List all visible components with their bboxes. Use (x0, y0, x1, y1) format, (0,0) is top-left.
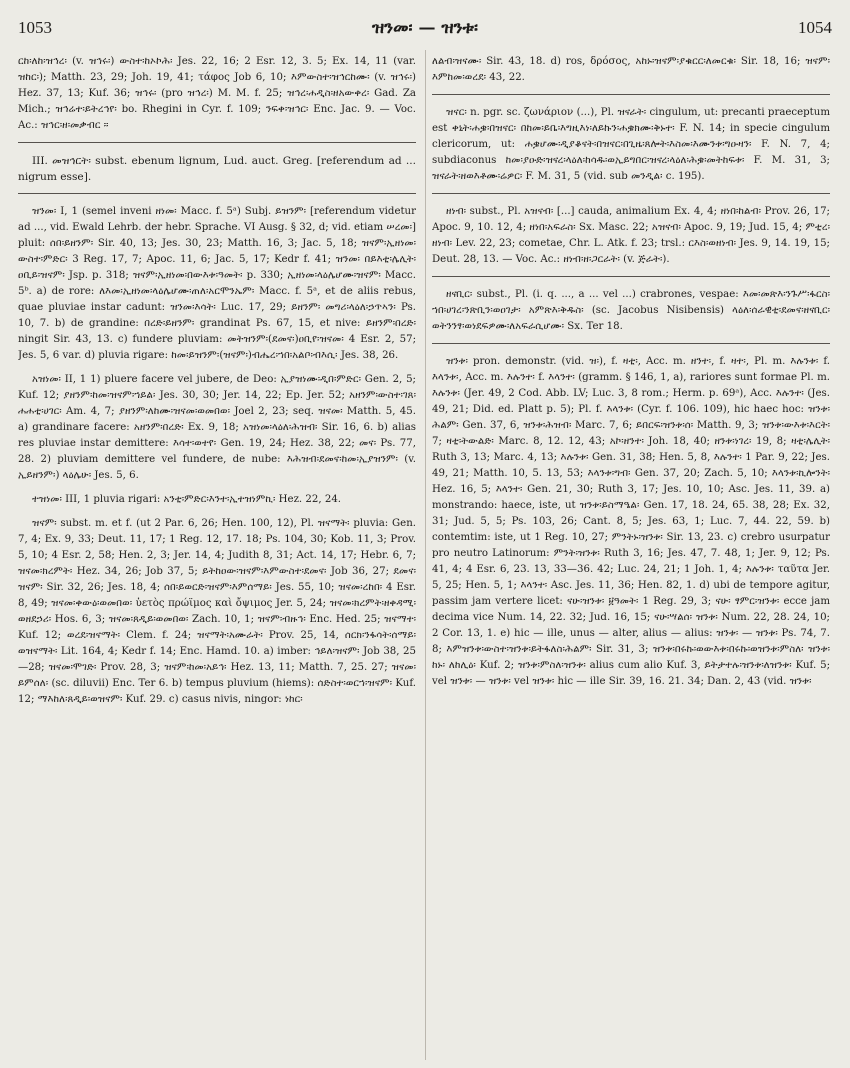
right-column (432, 54, 830, 1059)
section-divider (432, 343, 830, 344)
entry-zanabir: ዘናቢር፡ subst., Pl. (i. q. ..., a ... vel ...) crabrones, vespae: እመ፡መጽእ፡ንጉሥ፡ፋርስ፡ኀበ፡ሀገረ፡ንጽቢን፡ወዐገታ፡ አምጽእ፡ቅዱስ፡ (sc. Jacobus Nisibensis) ላዕለ፡ሰራዊቲ፡ደመና፡ዘናቢር፡ወትንንፃ፡ወነደፍዎሙ፡ለአፍራሲሆሙ፡ Sx. Ter 18. (432, 289, 830, 332)
section-divider (432, 94, 830, 95)
entry-znam: ዝናም፡ subst. m. et f. (ut 2 Par. 6, 26; Hen. 100, 12), Pl. ዝናማት፡ pluvia: Gen. 7, 4; Ex. 9, 33; Deut. 11, 17; 1 Reg. 12, 17. 18; Ps. 104, 30; Kob. 11, 3; Prov. 5, 10; 4 Esr. 2, 58; Hen. 2, 3; Jer. 14, 4; Judith 8, 31; Act. 14, 17; Hebr. 6, 7; ዝናመ፡ክረምት፡ Hez. 34, 26; Job 37, 5; ይትከዐው፡ዝናም፡እምውስተ፡ደመና፡ Job 36, 27; ደመና፡ዝናም፡ Sir. 32, 26; Jes. 18, 4; ሰበ፡ይወርድ፡ዝናም፡እምሰማይ፡ Jes. 55, 10; ዝናመ፡ረከበ፡ 4 Esr. 8, 49; ዝናመ፡ቀውዕ፡ወመበወ፡ ὑετὸς πρώϊμος καὶ ὄψιμος Jer. 5, 24; ዝናመ፡ክረምት፡ዘቀዳሚ፡ወዘደኃሪ፡ Hos. 6, 3; ዝናመ፡ጸዲይ፡ወመበወ፡ Zach. 10, 1; ዝናም፡ብዙኅ፡ Enc. Hed. 25; ዝናማተ፡ Kuf. 12; ወረደ፡ዝናማት፡ Clem. f. 24; ዝናማት፡አሙራት፡ Prov. 25, 14, ሰርክ፡ንፋሳት፡ሰማይ፡ወዝናማት፡ Lit. 164, 4; Kedr f. 14; Enc. Hamd. 10. a) imber: ኅይለ፡ዝናም፡ Job 38, 25—28; ዝናመ፡ሞገድ፡ Prov. 28, 3; ዝናም፡ከመ፡አይኅ፡ Hez. 13, 11; Matth. 7, 25. 27; ዝናመ፡ይምሰለ፡ (sc. diluvii) Enc. Ter 6. b) tempus pluvium (hiems): ሰድስተ፡ወርኀ፡ዝናም፡ Kuf. 12; ማእከለ፡ጸዲይ፡ወዝናም፡ Kuf. 29. c) casus nivis, ningor: ነከር፡ (18, 518, 416, 705)
entry-zanama: ዝንመ፡ I, 1 (semel inveni ዘነመ፡ Macc. f. 5ᵃ) Subj. ይዝንም፡ [referendum videtur ad ..., vid. Ewald Lehrb. der hebr. Sprache. VI Ausg. § 32, d; vid. etiam ሠረመ፡] pluit: ሰበ፡ይዘንም፡ Sir. 40, 13; Jes. 30, 23; Matth. 16, 3; Jac. 5, 18; ዝናም፡ኢዘነመ፡ውስተ፡ምድር፡ 3 Reg. 17, 7; Apoc. 11, 6; Jac. 5, 17; Kedr f. 41; ዝንመ፡ በይእቲ፡ሌሊት፡ዐቢይ፡ዝናም፡ Jsp. p. 318; ዝናም፡ኢዘነመ፡በውእቱ፡ዓመት፡ p. 330; ኢዘነመ፡ላዕሌሆሙ፡ዝናም፡ Macc. 5ᵇ. a) de rore: ለእመ፡ኢዘነመ፡ላዕሌሆሙ፡ጠለ፡አርሞንኤም፡ Macc. f. 5ᵃ, et de aliis rebus, quae pluviae instar cadunt: ዝንመ፡እሳት፡ Luc. 17, 29; ይዘንም፡ መግሪ፡ላዕለ፡ኃጥኣን፡ Ps. 10, 7. b) de grandine: በረድ፡ይዘንም፡ grandinat Ps. 67, 15, et nive: ይዘንም፡በረድ፡ ningit Sir. 43, 13. c) fundere pluviam: መትዝንም፡(ደመና፡)ዐቢየ፡ዝናመ፡ 4 Esr. 2, 57; Jes. 5, 6 var. d) pluvia rigare: ከመ፡ይዝንም፡(ዝናም፡)ብሔረ፡ኀበ፡አልቦ፡ብእሲ፡ Jes. 38, 26. (18, 206, 416, 361)
column-rule (425, 50, 426, 1060)
section-divider (18, 193, 416, 194)
entry-taznama: ተዝነመ፡ III, 1 pluvia rigari: አንቲ፡ምድር፡እንተ፡ኢተዝነምኪ፡ Hez. 22, 24. (32, 494, 342, 505)
section-divider (432, 193, 830, 194)
entry-aznama: አዝነመ፡ II, 1 1) pluere facere vel jubere, de Deo: ኢያዝነሙ፡ዲበ፡ምድር፡ Gen. 2, 5; Kuf. 12; ያዘንም፡ከመ፡ዝናም፡ኀይል፡ Jes. 30, 30; Jer. 14, 22; Ep. Jer. 52; አዘንም፡ውስተ፡ገጸ፡ሐሐቲ፡ሀገር፡ Am. 4, 7; ያዘንም፡ለከሙ፡ዝናመ፡ወመበወ፡ Joel 2, 23; seq. ዝናመ፡ Matth. 5, 45. a) grandinare facere: አዘንም፡በረድ፡ Ex. 9, 18; አዝነመ፡ላዕለ፡ሕዝብ፡ Sir. 16, 6. b) alias res pluviae instar demittere: እሳተ፡ወተየ፡ Gen. 19, 24; Hez. 38, 22; መና፡ Ps. 77, 28. 2) pluviam demittere vel fundere, de nube: እሕዝብ፡ደመና፡ከመ፡ኢያዝንም፡ (v. ኢይዘንም፡) ላዕሌሁ፡ Jes. 5, 6. (18, 374, 416, 481)
entry-zanab: ዘነብ፡ subst., Pl. አዝናብ፡ [...] cauda, animalium Ex. 4, 4; ዘነበ፡ከልብ፡ Prov. 26, 17; Apoc. 9, 10. 12, 4; ዘነበ፡አፍራስ፡ Sx. Masc. 22; አዝናብ፡ Apoc. 9, 19; Jud. 15, 4; ምቲረ፡ዘነብ፡ Lev. 22, 23; cometae, Chr. L. Atk. f. 23; trsl.: ርእስ፡ወዘነብ፡ Jes. 9, 14. 19, 15; Deut. 28, 13. — Voc. Ac.: ዘነብ፡ዘ፡ጋርራት፡ (v. ጅራት፡). (432, 206, 830, 265)
running-head: ዝንመ፡ — ዝንቱ፡ (372, 18, 478, 38)
left-page-number: 1053 (18, 18, 52, 37)
section-divider (18, 142, 416, 143)
section-divider (432, 276, 830, 277)
entry-continuation-right: ለልብ፡ዝናሙ፡ Sir. 43, 18. d) ros, δρόσος, አከኑ፡ዝናም፡ያቁርር፡ለመርቁ፡ Sir. 18, 16; ዝናም፡እምከመ፡ወረደ፡ 43, 22. (432, 56, 830, 83)
page-header (0, 0, 850, 40)
entry-zinar: ዝናር፡ n. pgr. sc. ζωνάριον (...), Pl. ዝናራት፡ cingulum, ut: precanti praeceptum est ቀኒት፡ሐቌ፡በዝናር፡ በከመ፡ይቤ፡እግዚእነ፡ለይኩን፡ሐቌክሙ፡ቅኑተ፡ F. N. 14; in specie cingulum clericorum, ut: ሐቌሆሙ፡ዲያቆናት፡በዝናር፡በጊዜ፡ጸሎት፡እስመ፡እሙንቱ፡ግዑዛን፡ F. N. 7, 4; subdiaconus ከመ፡ያዑድ፡ዝናረ፡ላዕለ፡ከሳዱ፡ወኢይግበር፡ዝናረ፡ላዕለ፡ሕቌ፡መትከፍቱ፡ F. M. 31, 3; ዝናራት፡ዘወእቶሙ፡ሬዎር፡ F. M. 31, 5 (vid. sub መንዲል፡ c. 195). (432, 107, 830, 182)
entry-mazkhert: III. መዝኅርት፡ subst. ebenum lignum, Lud. auct. Greg. [referendum ad ... nigrum esse]. (18, 155, 416, 183)
left-column (18, 54, 416, 1059)
right-page-number: 1054 (798, 18, 832, 37)
entry-zentu: ዝንቱ፡ pron. demonstr. (vid. ዝ፡), f. ዛቲ፡, Acc. m. ዘንተ፡, f. ዛተ፡, Pl. m. እሉንቱ፡ f. እላንቱ፡, Acc. m. እሉንተ፡ f. እላንተ፡ (gramm. § 146, 1, a), rariores sunt formae Pl. m. እሉንቱ፡ (Jer. 49, 2 Cod. Abb. LV; Luc. 3, 8 rom.; Herm. p. 69ᵃ), Acc. እሉንተ፡ (Jes. 49, 21; Did. ed. Platt p. 5); Pl. f. እላንቱ፡ (Cyr. f. 106. 109), hic haec hoc: ዝንቱ፡ሕልም፡ Gen. 37, 6, ዝንቱ፡ሕዝብ፡ Marc. 7, 6; ይበርፍ፡ዝንቱ፡ሰ፡ Matth. 9, 3; ዝንቱ፡ውእቱ፡እርት፡ 7; ዛቲ፡ትውልድ፡ Marc. 8, 12. 12, 43; አኮ፡ዘንተ፡ Joh. 18, 40; ዘንቱ፡ነገረ፡ 19, 8; ዛቲ፡ሌሊት፡ Ruth 3, 13; Marc. 4, 13; እሉንቱ፡ Gen. 31, 38; Hen. 5, 8, እሉንተ፡ 1 Par. 9, 22; Jes. 49, 21; Matth. 10, 5. 13, 53; እላንቱ፡ግብ፡ Gen. 37, 20; Zach. 5, 10; እላንቱ፡ኪሎንት፡ Hez. 16, 5; እላንተ፡ Gen. 21, 30; Ruth 3, 17; Jes. 10, 10; Asc. Jes. 11, 39. a) monstrando: haece, iste, ut ዝንቱ፡ይስማዔል፡ Gen. 17, 18. 24, 65. 38, 28; Ex. 32, 31; Jud. 5, 5; Ps. 103, 26; Cant. 8, 5; Jes. 63, 1; Luc. 7, 44. 22, 59. b) contemtim: iste, ut 1 Reg. 10, 27; ምንትኑ፡ዝንቱ፡ Sir. 13, 23. c) crebro usurpatur pro neutro Latinorum: ምንት፡ዝንቱ፡ Ruth 3, 16; Jes. 47, 7. 48, 1; Jer. 9, 12; Ps. 41, 4; 4 Esr. 6, 23. 13, 33—36. 42; Luc. 24, 21; 1 Joh. 1, 4; እሉንቱ፡ ταῦτα Jer. 5, 25; Hen. 5, 1; እላንተ፡ Asc. Jes. 11, 36; Hen. 82, 1. d) ubi de tempore agitur, passim jam vertere licet: ናሁ፡ዝንቱ፡ ፱ዓመት፡ 1 Reg. 29, 3; ናሁ፡ ፃምር፡ዝንቱ፡ ecce jam decima vice Num. 14, 22. 32; Jud. 16, 15; ናሁ፡ሣልሰ፡ ዝንቱ፡ Num. 22, 28. 24, 10; 2 Cor. 13, 1. e) hic — ille, unus — alter, alius — alius: ዝንቱ፡ — ዝንቱ፡ Ps. 74, 7. 8; እምዝንቱ፡ውስተ፡ዝንቱ፡ይትፋለስ፡ሕልም፡ Sir. 31, 3; ዝንቱ፡በሩኩ፡ወውእቱ፡በሩኩ፡ወዝንቱ፡ምስለ፡ ዝንቱ፡ ከኑ፡ ለከሊዕ፡ Kuf. 2; ዝንቱ፡ምስለ፡ዝንቱ፡ alius cum alio Kuf. 3, ይትታተሉ፡ዝንቱ፡ለዝንቱ፡ Kuf. 5; vel ዝንቱ፡ — ዝንቱ፡ vel ዝንቱ፡ hic — ille Sir. 39, 16. 21. 34; Dan. 2, 43 (vid. ዝንቱ፡ (432, 356, 830, 687)
entry-continuation: ርከ፡ለከ፡ዝኅረ፡ (v. ዝኅሩ፡) ውስተ፡ከኦኮሕ፡ Jes. 22, 16; 2 Esr. 12, 3. 5; Ex. 14, 11 (var. ዝከር፡); Matth. 23, 29; Joh. 19, 41; τάφος Job 6, 10; እምውስተ፡ዝኅርከሙ፡ (v. ዝኅሩ፡) Hez. 37, 13; Kuf. 36; ዝኅሩ፡ (pro ዝኅረ፡) M. M. f. 25; ዝኅረ፡ሐዲስ፡ዘአውቀረ፡ Gad. Za Mich.; ዝኅሬተ፡ይትረኅየ፡ bo. Rhegini in Cyr. f. 109; ንፍቀ፡ዝኅር፡ Enc. Jac. 9. — Voc. Ac.: ዝኅር፡ዘ፡መቃብር ። (18, 56, 416, 131)
